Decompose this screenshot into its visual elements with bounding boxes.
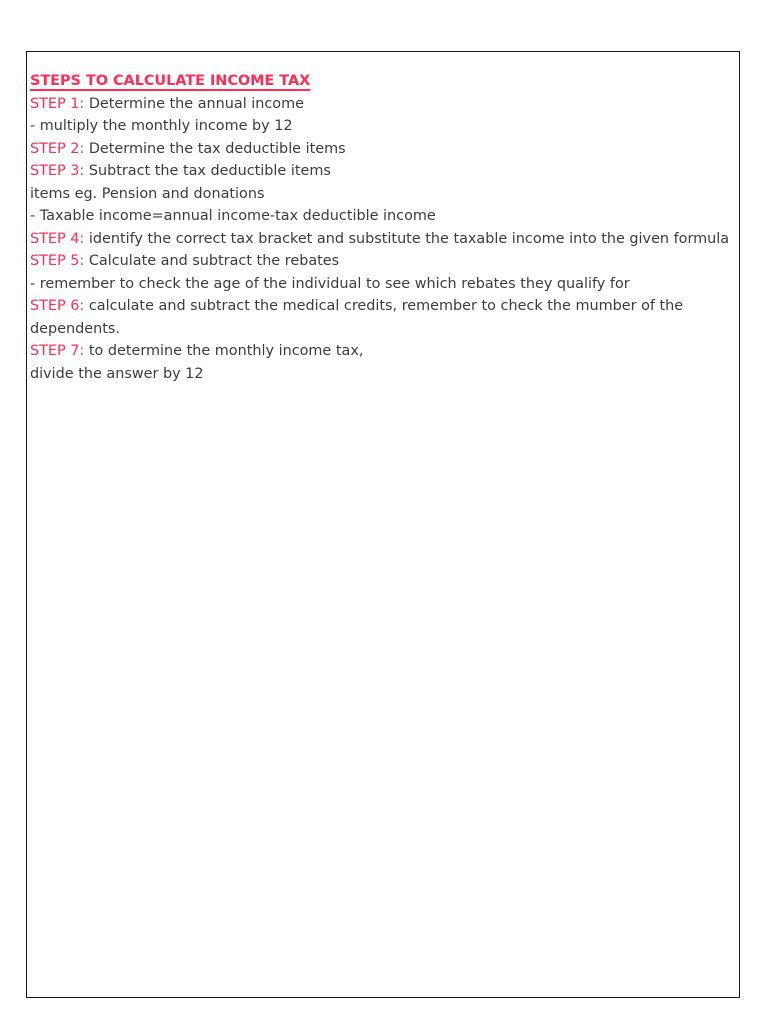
step-text: Determine the annual income	[84, 95, 304, 112]
page-title: STEPS TO CALCULATE INCOME TAX	[30, 73, 311, 89]
step-label: STEP 1:	[30, 95, 85, 112]
step-line	[30, 93, 733, 116]
document-page	[26, 51, 740, 998]
step-text: calculate and subtract the medical credits, remember to check the mumber of the dependents.	[30, 298, 684, 337]
step-line	[30, 295, 733, 340]
step-label: STEP 4:	[30, 230, 85, 247]
step-text: to determine the monthly income tax,	[84, 343, 364, 359]
step-text: - remember to check the age of the individual to see which rebates they qualify for	[30, 275, 630, 292]
step-line	[30, 250, 733, 273]
step-label: STEP 7:	[30, 343, 85, 359]
step-text: - multiply the monthly income by 12	[30, 118, 293, 134]
step-text: Subtract the tax deductible items	[84, 163, 331, 179]
note-line	[30, 115, 733, 138]
note-line	[30, 273, 733, 296]
note-line	[30, 205, 733, 228]
step-text: - Taxable income=annual income-tax deductible income	[30, 208, 436, 224]
note-line	[30, 363, 733, 386]
step-text: Determine the tax deductible items	[84, 140, 346, 157]
document-content	[30, 70, 733, 385]
step-label: STEP 6:	[30, 298, 85, 314]
step-label: STEP 3:	[30, 163, 85, 179]
step-text: items eg. Pension and donations	[30, 185, 265, 202]
step-label: STEP 5:	[30, 253, 85, 269]
step-line	[30, 160, 733, 183]
step-line	[30, 340, 733, 363]
step-label: STEP 2:	[30, 140, 85, 157]
step-text: divide the answer by 12	[30, 365, 204, 382]
step-text: identify the correct tax bracket and substitute the taxable income into the given formula	[84, 230, 730, 247]
step-line	[30, 228, 733, 251]
note-line	[30, 183, 733, 206]
step-line	[30, 138, 733, 161]
step-text: Calculate and subtract the rebates	[84, 253, 340, 269]
